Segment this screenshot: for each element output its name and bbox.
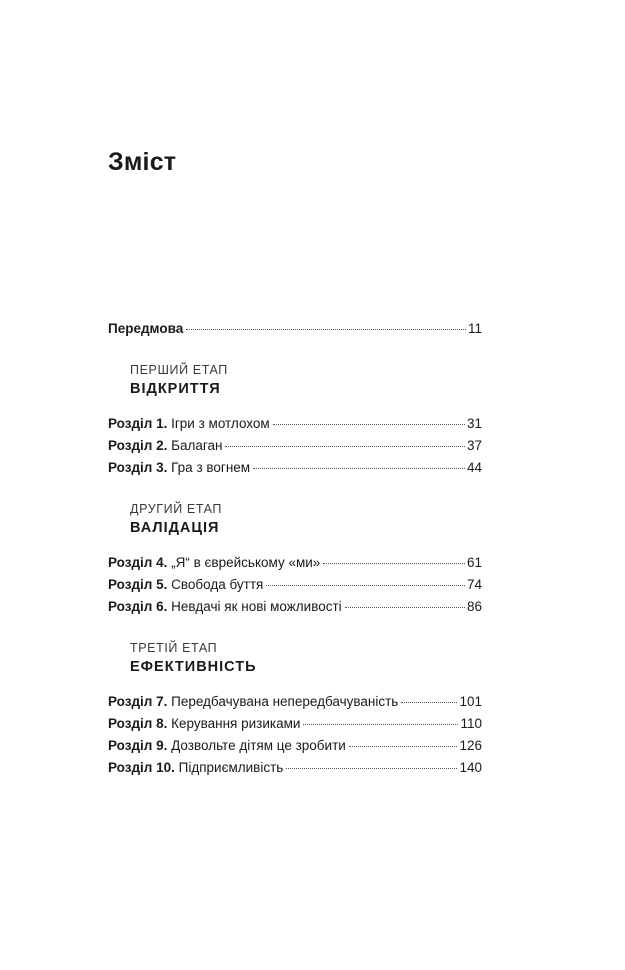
chapter-number: Розділ 3. xyxy=(108,460,168,475)
chapter-page: 101 xyxy=(459,694,482,709)
toc-entry-chapter-3[interactable] xyxy=(108,457,482,479)
chapter-label xyxy=(108,757,283,779)
preface-page: 11 xyxy=(467,321,482,336)
leader-dots xyxy=(303,724,458,725)
leader-dots xyxy=(225,446,465,447)
chapter-page: 86 xyxy=(466,599,482,614)
leader-dots xyxy=(286,768,457,769)
chapter-number: Розділ 7. xyxy=(108,694,168,709)
chapter-title: Передбачувана непередбачуваність xyxy=(171,694,399,709)
chapter-number: Розділ 2. xyxy=(108,438,168,453)
chapter-number: Розділ 8. xyxy=(108,716,168,731)
toc-entry-chapter-9[interactable] xyxy=(108,735,482,757)
chapter-number: Розділ 5. xyxy=(108,577,168,592)
leader-dots xyxy=(349,746,458,747)
stage-kicker: ДРУГИЙ ЕТАП xyxy=(130,502,223,516)
chapter-page: 74 xyxy=(466,577,482,592)
leader-dots xyxy=(266,585,465,586)
chapter-page: 37 xyxy=(466,438,482,453)
chapter-title: Дозвольте дітям це зробити xyxy=(171,738,346,753)
toc-entry-chapter-5[interactable] xyxy=(108,574,482,596)
chapter-label xyxy=(108,552,320,574)
toc-entry-chapter-8[interactable] xyxy=(108,713,482,735)
preface-label: Передмова xyxy=(108,321,184,336)
leader-dots xyxy=(323,563,465,564)
chapter-title: Підприємливість xyxy=(178,760,284,775)
chapter-number: Розділ 4. xyxy=(108,555,168,570)
stage-2 xyxy=(108,501,482,618)
leader-dots xyxy=(186,329,466,330)
chapter-label xyxy=(108,596,342,618)
chapter-label xyxy=(108,413,270,435)
chapter-title: Невдачі як нові можливості xyxy=(171,599,342,614)
leader-dots xyxy=(401,702,457,703)
toc-entry-chapter-2[interactable] xyxy=(108,435,482,457)
chapter-number: Розділ 6. xyxy=(108,599,168,614)
toc-entry-chapter-1[interactable] xyxy=(108,413,482,435)
chapter-number: Розділ 10. xyxy=(108,760,175,775)
stage-title: ВІДКРИТТЯ xyxy=(130,381,221,397)
leader-dots xyxy=(253,468,465,469)
chapter-page: 61 xyxy=(466,555,482,570)
page-title: Зміст xyxy=(108,148,177,176)
leader-dots xyxy=(273,424,465,425)
chapter-title: „Я“ в єврейському «ми» xyxy=(171,555,321,570)
chapter-title: Керування ризиками xyxy=(171,716,301,731)
chapter-number: Розділ 1. xyxy=(108,416,168,431)
toc-entry-preface[interactable] xyxy=(108,318,482,340)
chapter-label xyxy=(108,691,398,713)
toc-entry-chapter-10[interactable] xyxy=(108,757,482,779)
table-of-contents xyxy=(108,318,482,785)
toc-entry-chapter-6[interactable] xyxy=(108,596,482,618)
chapter-title: Свобода буття xyxy=(171,577,264,592)
toc-entry-chapter-7[interactable] xyxy=(108,691,482,713)
chapter-title: Ігри з мотлохом xyxy=(171,416,270,431)
stage-kicker: ТРЕТІЙ ЕТАП xyxy=(130,641,218,655)
stage-title: ВАЛІДАЦІЯ xyxy=(130,520,220,536)
stage-1 xyxy=(108,362,482,479)
chapter-page: 126 xyxy=(459,738,482,753)
chapter-page: 110 xyxy=(460,716,482,731)
chapter-page: 140 xyxy=(459,760,482,775)
chapter-label xyxy=(108,574,263,596)
stage-kicker: ПЕРШИЙ ЕТАП xyxy=(130,363,228,377)
chapter-number: Розділ 9. xyxy=(108,738,168,753)
stage-title: ЕФЕКТИВНІСТЬ xyxy=(130,659,257,675)
leader-dots xyxy=(345,607,465,608)
chapter-label xyxy=(108,735,346,757)
toc-entry-chapter-4[interactable] xyxy=(108,552,482,574)
chapter-page: 44 xyxy=(466,460,482,475)
chapter-title: Гра з вогнем xyxy=(171,460,251,475)
chapter-label xyxy=(108,713,300,735)
chapter-label xyxy=(108,457,250,479)
chapter-title: Балаган xyxy=(171,438,223,453)
chapter-page: 31 xyxy=(466,416,482,431)
chapter-label xyxy=(108,435,222,457)
stage-3 xyxy=(108,640,482,779)
